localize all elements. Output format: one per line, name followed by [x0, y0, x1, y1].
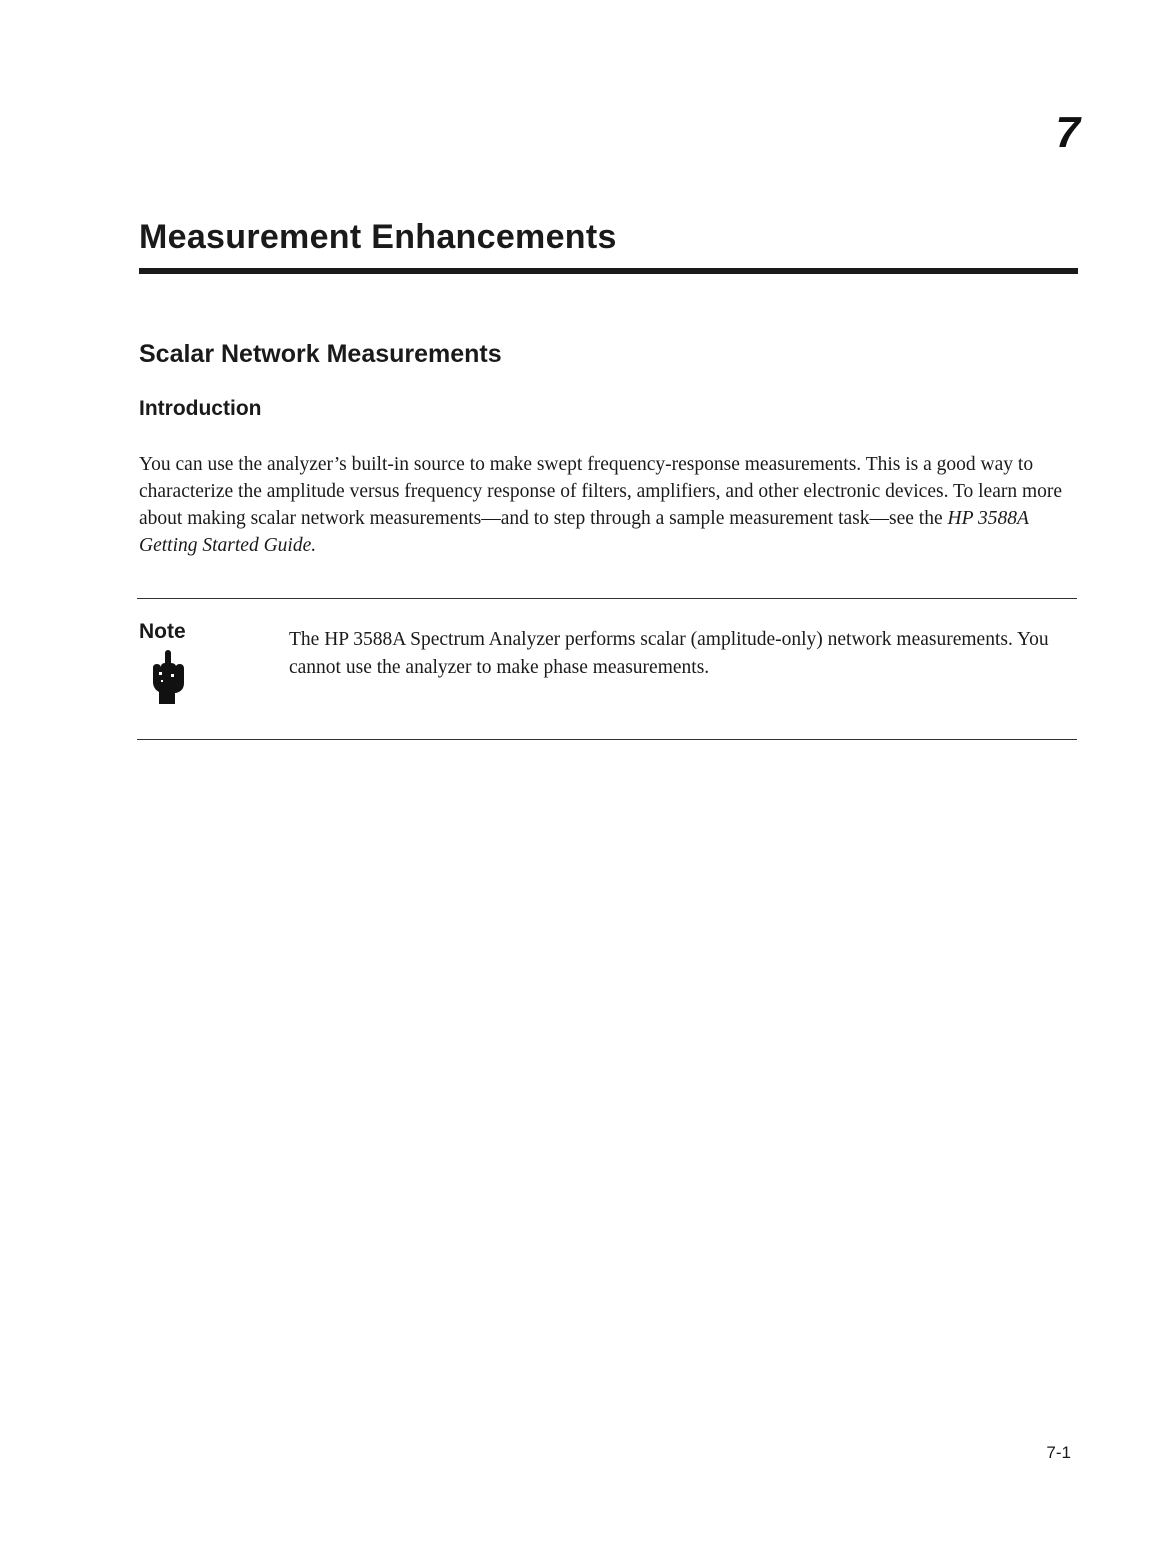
pointing-hand-icon	[147, 648, 187, 708]
note-top-rule	[137, 598, 1077, 599]
note-text: The HP 3588A Spectrum Analyzer performs scalar (amplitude-only) network measurements. You cannot use the analyzer to make phase measurements.	[289, 629, 1049, 678]
intro-paragraph	[139, 451, 1075, 559]
note-label: Note	[139, 620, 186, 643]
subsection-heading: Introduction	[139, 397, 262, 420]
note-bottom-rule	[137, 739, 1077, 740]
title-rule	[139, 268, 1078, 274]
intro-paragraph-text: You can use the analyzer’s built-in source to make swept frequency-response measurements. This is a good way to characterize the amplitude versus frequency response of filters, amplifiers, and other electronic devices. To learn more about making scalar network measurements—and to step through a sample measurement task—see the	[139, 454, 1063, 529]
chapter-title: Measurement Enhancements	[139, 218, 617, 256]
section-heading: Scalar Network Measurements	[139, 340, 502, 368]
chapter-number: 7	[1055, 108, 1080, 157]
guide-reference: HP 3588A Getting Started Guide.	[139, 508, 1029, 556]
page-number: 7-1	[1046, 1443, 1071, 1462]
